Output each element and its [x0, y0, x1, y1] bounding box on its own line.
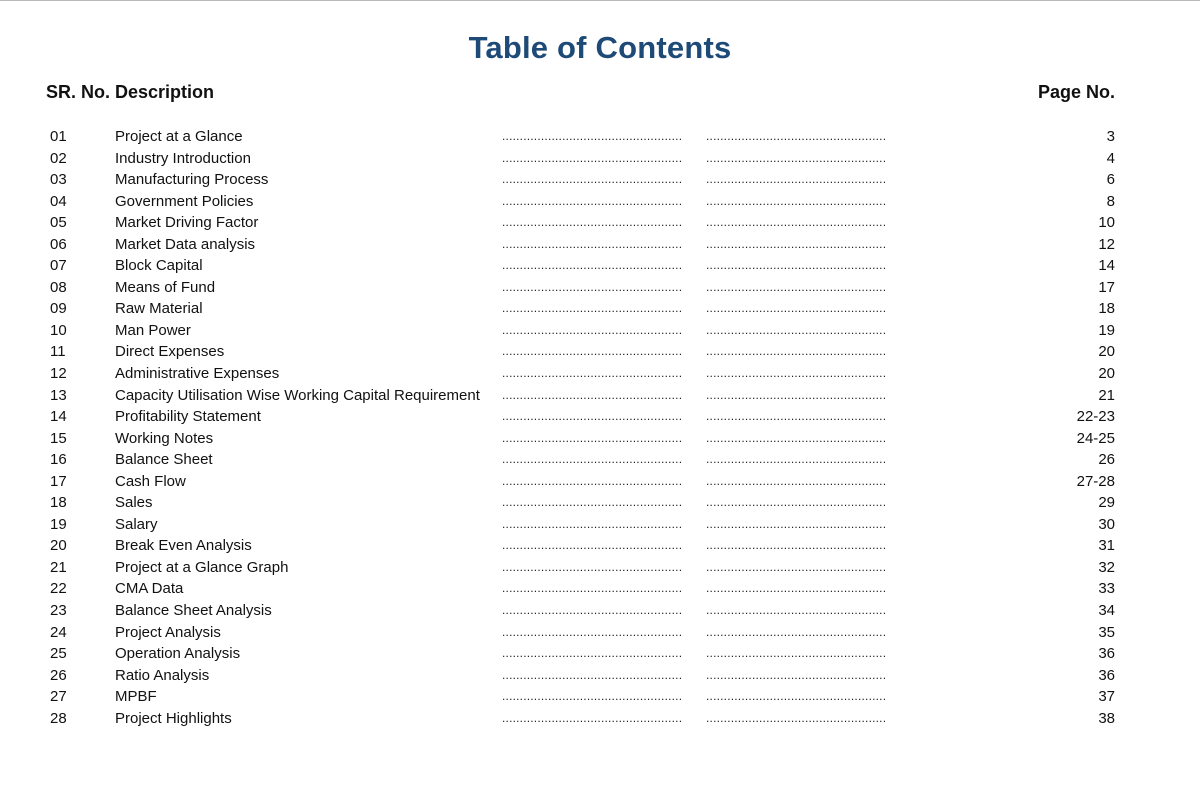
toc-row	[50, 535, 1115, 557]
toc-sr-no: 28	[50, 709, 67, 727]
toc-row	[50, 126, 1115, 148]
toc-description: Administrative Expenses	[115, 365, 280, 383]
toc-leader-dots: ...................................................	[502, 279, 683, 294]
toc-description: Capacity Utilisation Wise Working Capital Requirement	[115, 386, 480, 404]
toc-sr-no: 04	[50, 192, 67, 210]
toc-row	[50, 557, 1115, 579]
toc-sr-no: 14	[50, 408, 67, 426]
toc-page-no: 26	[1098, 451, 1115, 469]
column-header	[46, 82, 1115, 106]
toc-sr-no: 25	[50, 645, 67, 663]
toc-row	[50, 341, 1115, 363]
toc-leader-dots: ...................................................	[706, 129, 887, 143]
toc-description: Market Data analysis	[115, 235, 256, 253]
toc-leader-dots: ...................................................	[706, 538, 887, 553]
toc-sr-no: 20	[50, 537, 67, 555]
toc-description: Balance Sheet Analysis	[115, 602, 272, 620]
toc-leader-dots: ...................................................	[502, 624, 683, 639]
toc-sr-no: 12	[50, 365, 67, 383]
toc-description: Project Highlights	[115, 709, 232, 727]
toc-row	[50, 708, 1115, 730]
toc-page-no: 10	[1098, 214, 1115, 232]
toc-leader-dots: ...................................................	[502, 473, 683, 488]
toc-sr-no: 11	[50, 343, 66, 361]
toc-sr-no: 23	[50, 602, 67, 620]
toc-leader-dots: ...................................................	[706, 452, 887, 467]
toc-page-no: 6	[1106, 171, 1115, 189]
toc-leader-dots: ...................................................	[706, 646, 887, 661]
toc-leader-dots: ...................................................	[502, 366, 683, 381]
toc-description: Project at a Glance Graph	[115, 558, 289, 576]
toc-leader-dots: ...................................................	[502, 689, 683, 704]
toc-description: Manufacturing Process	[115, 171, 269, 189]
toc-description: MPBF	[115, 688, 157, 706]
toc-page-no: 20	[1098, 365, 1115, 383]
toc-page-no: 3	[1106, 128, 1115, 145]
toc-row	[50, 578, 1115, 600]
toc-row	[50, 212, 1115, 234]
toc-leader-dots: ...................................................	[706, 559, 887, 574]
toc-page-no: 20	[1098, 343, 1115, 361]
toc-description: Block Capital	[115, 257, 203, 275]
toc-leader-dots: ...................................................	[706, 150, 887, 165]
toc-leader-dots: ...................................................	[706, 322, 887, 337]
toc-description: Project at a Glance	[115, 128, 243, 145]
toc-description: CMA Data	[115, 580, 184, 598]
toc-row	[50, 363, 1115, 385]
toc-page-no: 21	[1098, 386, 1115, 404]
toc-sr-no: 24	[50, 623, 67, 641]
toc-page-no: 32	[1098, 558, 1115, 576]
toc-row	[50, 428, 1115, 450]
toc-sr-no: 21	[50, 558, 67, 576]
toc-row	[50, 514, 1115, 536]
toc-leader-dots: ...................................................	[502, 430, 683, 445]
toc-page-no: 29	[1098, 494, 1115, 512]
toc-row	[50, 169, 1115, 191]
toc-row	[50, 277, 1115, 299]
toc-leader-dots: ...................................................	[706, 258, 887, 273]
toc-leader-dots: ...................................................	[706, 603, 887, 618]
toc-row	[50, 492, 1115, 514]
toc-description: Salary	[115, 515, 158, 533]
page-title: Table of Contents	[468, 30, 732, 65]
toc-description: Ratio Analysis	[115, 666, 210, 684]
toc-sr-no: 22	[50, 580, 67, 598]
toc-sr-no: 19	[50, 515, 67, 533]
header-page-no: Page No.	[1037, 82, 1115, 102]
toc-row	[50, 449, 1115, 471]
toc-page-no: 22-23	[1076, 408, 1115, 426]
toc-page-no: 17	[1098, 278, 1115, 296]
toc-page-no: 30	[1098, 515, 1115, 533]
toc-description: Industry Introduction	[115, 149, 251, 167]
toc-leader-dots: ...................................................	[502, 667, 683, 682]
toc-leader-dots: ...................................................	[502, 452, 683, 467]
toc-leader-dots: ...................................................	[502, 646, 683, 661]
top-divider	[0, 0, 1200, 1]
toc-page-no: 24-25	[1076, 429, 1115, 447]
toc-page-no: 8	[1106, 192, 1115, 210]
toc-leader-dots: ...................................................	[502, 258, 683, 273]
toc-sr-no: 13	[50, 386, 67, 404]
toc-row	[50, 665, 1115, 687]
toc-sr-no: 09	[50, 300, 67, 318]
toc-description: Means of Fund	[115, 278, 216, 296]
toc-leader-dots: ...................................................	[502, 538, 683, 553]
toc-description: Cash Flow	[115, 472, 186, 490]
toc-description: Profitability Statement	[115, 408, 261, 426]
toc-row	[50, 298, 1115, 320]
toc-description: Project Analysis	[115, 623, 221, 641]
toc-page-no: 27-28	[1076, 472, 1115, 490]
toc-page-no: 37	[1098, 688, 1115, 706]
toc-sr-no: 15	[50, 429, 67, 447]
toc-page-no: 36	[1098, 666, 1115, 684]
toc-leader-dots: ...................................................	[502, 301, 683, 316]
toc-leader-dots: ...................................................	[706, 710, 887, 725]
toc-sr-no: 06	[50, 235, 67, 253]
toc-row	[50, 255, 1115, 277]
toc-leader-dots: ...................................................	[706, 581, 887, 596]
toc-page-no: 38	[1098, 709, 1115, 727]
toc-row	[50, 148, 1115, 170]
toc-sr-no: 18	[50, 494, 67, 512]
toc-page-no: 14	[1098, 257, 1115, 275]
toc-leader-dots: ...................................................	[706, 215, 887, 230]
toc-leader-dots: ...................................................	[706, 301, 887, 316]
toc-leader-dots: ...................................................	[706, 193, 887, 208]
toc-leader-dots: ...................................................	[706, 430, 887, 445]
toc-description: Government Policies	[115, 192, 254, 210]
toc-leader-dots: ...................................................	[706, 172, 887, 187]
toc-leader-dots: ...................................................	[502, 710, 683, 725]
toc-sr-no: 26	[50, 666, 67, 684]
toc-sr-no: 10	[50, 321, 67, 339]
toc-leader-dots: ...................................................	[502, 344, 683, 359]
toc-description: Balance Sheet	[115, 451, 213, 469]
toc-leader-dots: ...................................................	[706, 366, 887, 381]
toc-page-no: 12	[1098, 235, 1115, 253]
toc-leader-dots: ...................................................	[502, 129, 683, 143]
toc-description: Sales	[115, 494, 153, 512]
toc-leader-dots: ...................................................	[502, 150, 683, 165]
toc-leader-dots: ...................................................	[502, 409, 683, 424]
toc-sr-no: 05	[50, 214, 67, 232]
toc-sr-no: 02	[50, 149, 67, 167]
toc-leader-dots: ...................................................	[502, 172, 683, 187]
toc-leader-dots: ...................................................	[706, 344, 887, 359]
toc-leader-dots: ...................................................	[706, 279, 887, 294]
toc-sr-no: 16	[50, 451, 67, 469]
toc-leader-dots: ...................................................	[706, 516, 887, 531]
toc-page-no: 18	[1098, 300, 1115, 318]
toc-page-no: 19	[1098, 321, 1115, 339]
toc-leader-dots: ...................................................	[502, 322, 683, 337]
toc-leader-dots: ...................................................	[502, 581, 683, 596]
toc-row	[50, 234, 1115, 256]
toc-row	[50, 320, 1115, 342]
toc-leader-dots: ...................................................	[502, 603, 683, 618]
toc-row	[50, 686, 1115, 708]
toc-leader-dots: ...................................................	[502, 387, 683, 402]
toc-sr-no: 17	[50, 472, 67, 490]
toc-description: Market Driving Factor	[115, 214, 259, 232]
toc-leader-dots: ...................................................	[706, 387, 887, 402]
toc-row	[50, 385, 1115, 407]
toc-description: Operation Analysis	[115, 645, 241, 663]
toc-page-no: 35	[1098, 623, 1115, 641]
toc-leader-dots: ...................................................	[706, 409, 887, 424]
toc-page-no: 4	[1106, 149, 1115, 167]
toc-page-no: 36	[1098, 645, 1115, 663]
toc-description: Direct Expenses	[115, 343, 225, 361]
toc-sr-no: 07	[50, 257, 67, 275]
toc-row	[50, 471, 1115, 493]
toc-row	[50, 622, 1115, 644]
toc-leader-dots: ...................................................	[706, 624, 887, 639]
toc-description: Man Power	[115, 321, 191, 339]
toc-leader-dots: ...................................................	[706, 473, 887, 488]
toc-row	[50, 191, 1115, 213]
toc-page-no: 33	[1098, 580, 1115, 598]
header-sr-no: SR. No.	[46, 82, 111, 102]
toc-description: Break Even Analysis	[115, 537, 252, 555]
toc-row	[50, 643, 1115, 665]
toc-sr-no: 03	[50, 171, 67, 189]
toc-sr-no: 27	[50, 688, 67, 706]
toc-leader-dots: ...................................................	[502, 236, 683, 251]
toc-leader-dots: ...................................................	[706, 667, 887, 682]
toc-sr-no: 01	[50, 128, 67, 145]
toc-page-no: 31	[1098, 537, 1115, 555]
toc-leader-dots: ...................................................	[706, 495, 887, 510]
toc-leader-dots: ...................................................	[502, 495, 683, 510]
toc-leader-dots: ...................................................	[502, 215, 683, 230]
toc-list	[50, 126, 1115, 729]
toc-leader-dots: ...................................................	[502, 516, 683, 531]
toc-sr-no: 08	[50, 278, 67, 296]
header-description: Description	[115, 82, 215, 102]
toc-row	[50, 600, 1115, 622]
toc-page-no: 34	[1098, 602, 1115, 620]
toc-description: Raw Material	[115, 300, 203, 318]
toc-leader-dots: ...................................................	[502, 559, 683, 574]
toc-leader-dots: ...................................................	[706, 689, 887, 704]
toc-row	[50, 406, 1115, 428]
toc-description: Working Notes	[115, 429, 214, 447]
toc-leader-dots: ...................................................	[502, 193, 683, 208]
toc-leader-dots: ...................................................	[706, 236, 887, 251]
